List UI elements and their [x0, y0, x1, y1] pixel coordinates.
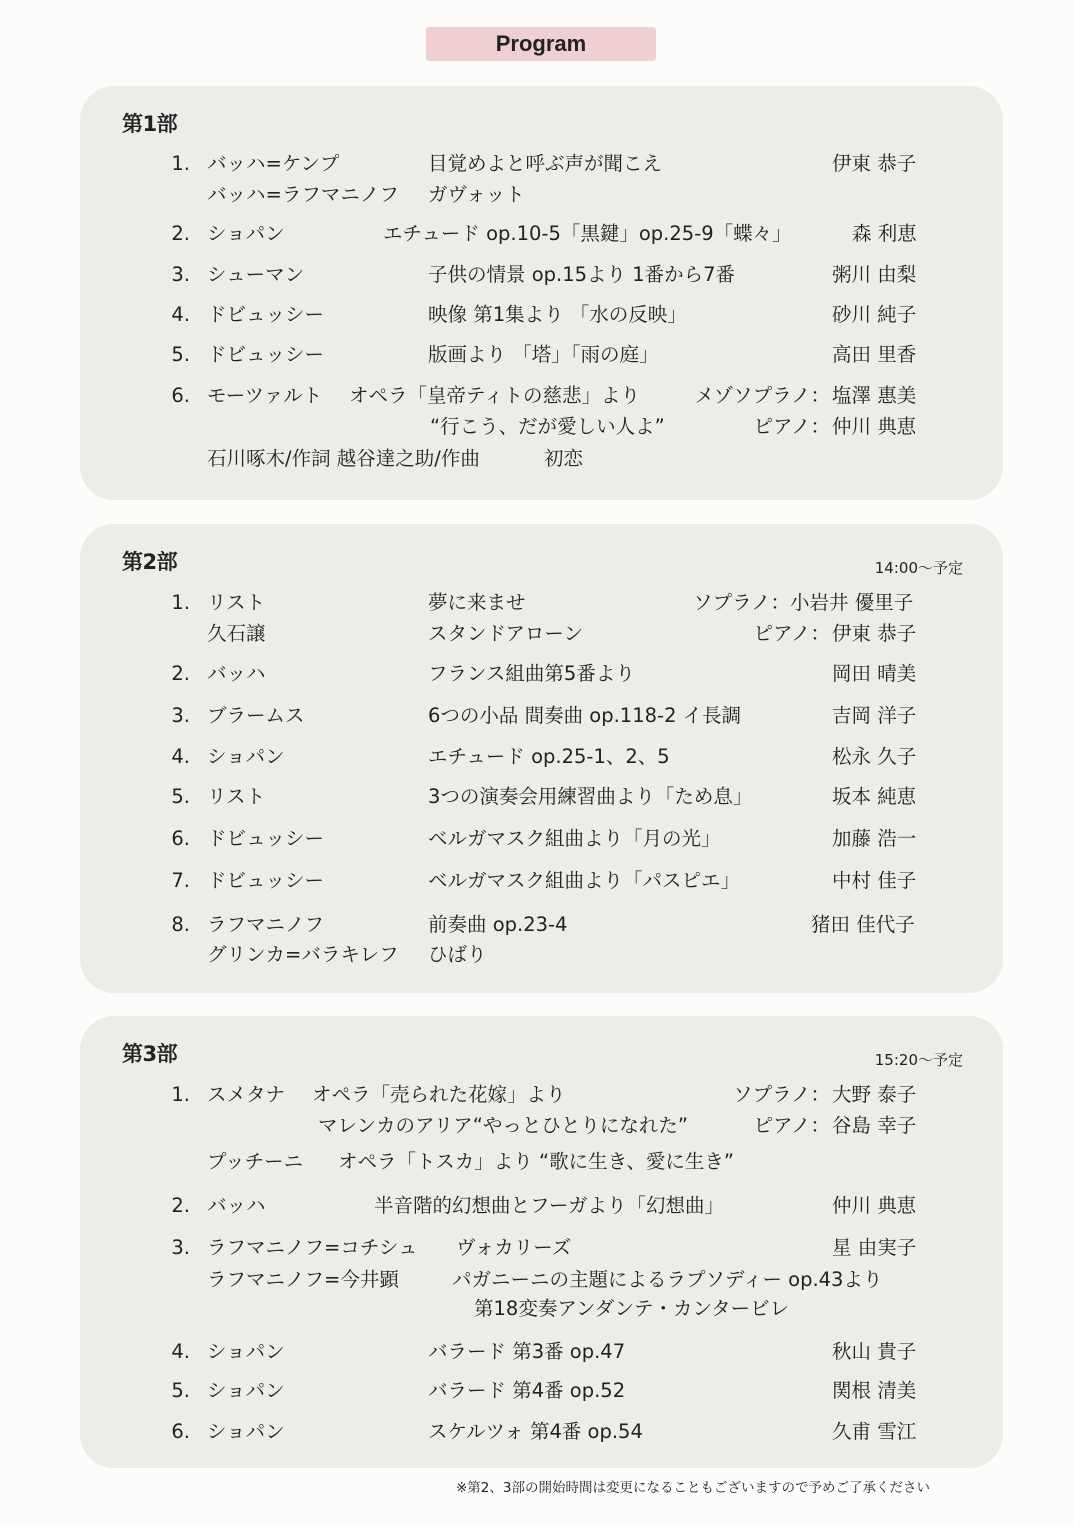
performer-name: 星 由実子 [832, 1236, 917, 1259]
work-title: バラード 第3番 op.47 [428, 1340, 626, 1363]
program-row [0, 445, 1073, 473]
performer-name: 仲川 典恵 [832, 415, 917, 438]
work-title: フランス組曲第5番より [428, 662, 635, 685]
work-title: オペラ「トスカ」より “歌に生き、愛に生き” [338, 1150, 734, 1173]
program-row [0, 941, 1073, 969]
program-row [0, 1081, 1073, 1109]
program-row [0, 1192, 1073, 1220]
performer-name: 粥川 由梨 [832, 263, 917, 286]
program-row [0, 1377, 1073, 1405]
composer: ショパン [207, 745, 285, 768]
work-title: 目覚めよと呼ぶ声が聞こえ [428, 152, 663, 175]
performer-name: 秋山 貴子 [832, 1340, 917, 1363]
part3-start-time: 15:20～予定 [874, 1051, 963, 1069]
program-row [0, 911, 1073, 939]
part2-heading: 第2部 [122, 550, 178, 574]
composer: モーツァルト [207, 384, 323, 407]
performer-name: 仲川 典恵 [832, 1194, 917, 1217]
program-row [0, 181, 1073, 209]
program-row [0, 1295, 1073, 1323]
work-title: ベルガマスク組曲より「パスピエ」 [428, 869, 741, 892]
item-number: 1. [171, 152, 190, 175]
performer-role: ソプラノ： [733, 1083, 830, 1106]
composer: リスト [207, 785, 266, 808]
item-number: 3. [171, 704, 190, 727]
composer: バッハ [207, 1194, 266, 1217]
item-number: 5. [171, 343, 190, 366]
item-number: 4. [171, 745, 190, 768]
performer-name: 坂本 純恵 [832, 785, 917, 808]
performer-name: 高田 里香 [832, 343, 917, 366]
composer: プッチーニ [207, 1150, 304, 1173]
composer: ショパン [207, 1379, 285, 1402]
performer-name: 伊東 恭子 [832, 622, 917, 645]
program-row [0, 620, 1073, 648]
work-title: オペラ「皇帝ティトの慈悲」より [349, 384, 640, 407]
program-row [0, 220, 1073, 248]
work-title: 子供の情景 op.15より 1番から7番 [428, 263, 736, 286]
composer: バッハ [207, 662, 266, 685]
work-title: ベルガマスク組曲より「月の光」 [428, 827, 721, 850]
item-number: 6. [171, 827, 190, 850]
performer-name: 森 利恵 [852, 222, 917, 245]
performer-name: 関根 清美 [832, 1379, 917, 1402]
item-number: 2. [171, 222, 190, 245]
item-number: 5. [171, 1379, 190, 1402]
item-number: 4. [171, 1340, 190, 1363]
performer-name: 小岩井 優里子 [790, 591, 914, 614]
program-row [0, 1338, 1073, 1366]
program-row [0, 660, 1073, 688]
item-number: 8. [171, 913, 190, 936]
performer-name: 伊東 恭子 [832, 152, 917, 175]
composer: グリンカ=バラキレフ [207, 943, 399, 966]
program-title: Program [426, 27, 656, 61]
work-title: 初恋 [544, 447, 584, 470]
work-title: スタンドアローン [428, 622, 584, 645]
work-title: 前奏曲 op.23-4 [428, 913, 568, 936]
item-number: 6. [171, 384, 190, 407]
part1-heading: 第1部 [122, 112, 178, 136]
program-row [0, 150, 1073, 178]
performer-name: 吉岡 洋子 [832, 704, 917, 727]
performer-name: 砂川 純子 [832, 303, 917, 326]
work-title: 3つの演奏会用練習曲より「ため息」 [428, 785, 753, 808]
work-title: 版画より 「塔」「雨の庭」 [428, 343, 659, 366]
item-number: 7. [171, 869, 190, 892]
program-row [0, 783, 1073, 811]
composer: バッハ=ケンプ [207, 152, 340, 175]
work-title: オペラ「売られた花嫁」より [312, 1083, 566, 1106]
performer-role: ピアノ： [753, 1114, 830, 1137]
work-title: “行こう、だが愛しい人よ” [430, 415, 665, 438]
performer-name: 大野 泰子 [832, 1083, 917, 1106]
performer-name: 岡田 晴美 [832, 662, 917, 685]
program-row [0, 867, 1073, 895]
item-number: 6. [171, 1420, 190, 1443]
part3-heading: 第3部 [122, 1042, 178, 1066]
program-row [0, 413, 1073, 441]
work-title: エチュード op.10-5「黒鍵」op.25-9「蝶々」 [383, 222, 792, 245]
performer-name: 猪田 佳代子 [811, 913, 915, 936]
performer-role: ソプラノ： [693, 591, 790, 614]
program-row [0, 301, 1073, 329]
performer-name: 加藤 浩一 [832, 827, 917, 850]
composer: ショパン [207, 1340, 285, 1363]
composer: ドビュッシー [207, 827, 325, 850]
composer: ショパン [207, 1420, 285, 1443]
work-title: ヴォカリーズ [456, 1236, 572, 1259]
item-number: 4. [171, 303, 190, 326]
work-title: ガヴォット [428, 183, 525, 206]
work-title: 夢に来ませ [428, 591, 526, 614]
composer: スメタナ [207, 1083, 286, 1106]
composer: ラフマニノフ=コチシュ [207, 1236, 418, 1259]
composer: ラフマニノフ [207, 913, 325, 936]
item-number: 2. [171, 1194, 190, 1217]
program-row [0, 1234, 1073, 1262]
work-title: パガニーニの主題によるラプソディー op.43より [452, 1268, 883, 1291]
performer-name: 塩澤 惠美 [832, 384, 917, 407]
work-title: マレンカのアリア“やっとひとりになれた” [318, 1114, 688, 1137]
performer-role: ピアノ： [753, 415, 830, 438]
composer: 石川啄木/作詞 越谷達之助/作曲 [207, 447, 480, 470]
composer: ドビュッシー [207, 343, 325, 366]
program-row [0, 261, 1073, 289]
composer: 久石譲 [207, 622, 266, 645]
work-title: 6つの小品 間奏曲 op.118-2 イ長調 [428, 704, 742, 727]
work-title: エチュード op.25-1、2、5 [428, 745, 670, 768]
composer: ドビュッシー [207, 303, 325, 326]
program-row [0, 341, 1073, 369]
item-number: 3. [171, 263, 190, 286]
program-row [0, 382, 1073, 410]
composer: ショパン [207, 222, 285, 245]
item-number: 1. [171, 1083, 190, 1106]
composer: シューマン [207, 263, 305, 286]
composer: ブラームス [207, 704, 305, 727]
composer: バッハ=ラフマニノフ [207, 183, 399, 206]
performer-name: 谷島 幸子 [832, 1114, 917, 1137]
item-number: 3. [171, 1236, 190, 1259]
program-row [0, 589, 1073, 617]
work-title: 第18変奏アンダンテ・カンタービレ [474, 1297, 790, 1320]
program-row [0, 1266, 1073, 1294]
composer: ドビュッシー [207, 869, 325, 892]
performer-name: 中村 佳子 [832, 869, 917, 892]
item-number: 5. [171, 785, 190, 808]
program-row [0, 743, 1073, 771]
program-row [0, 1148, 1073, 1176]
program-row [0, 825, 1073, 853]
performer-role: ピアノ： [753, 622, 830, 645]
work-title: 映像 第1集より 「水の反映」 [428, 303, 687, 326]
performer-name: 松永 久子 [832, 745, 917, 768]
footnote: ※第2、3部の開始時間は変更になることもございますので予めご了承ください [456, 1480, 930, 1496]
program-row [0, 1418, 1073, 1446]
program-row [0, 702, 1073, 730]
program-row [0, 1112, 1073, 1140]
item-number: 1. [171, 591, 190, 614]
work-title: スケルツォ 第4番 op.54 [428, 1420, 643, 1443]
performer-name: 久甫 雪江 [832, 1420, 917, 1443]
composer: ラフマニノフ=今井顕 [207, 1268, 399, 1291]
work-title: ひばり [428, 943, 487, 966]
work-title: バラード 第4番 op.52 [428, 1379, 626, 1402]
work-title: 半音階的幻想曲とフーガより「幻想曲」 [374, 1194, 725, 1217]
item-number: 2. [171, 662, 190, 685]
performer-role: メゾソプラノ： [694, 384, 830, 407]
part2-start-time: 14:00～予定 [874, 559, 963, 577]
composer: リスト [207, 591, 266, 614]
